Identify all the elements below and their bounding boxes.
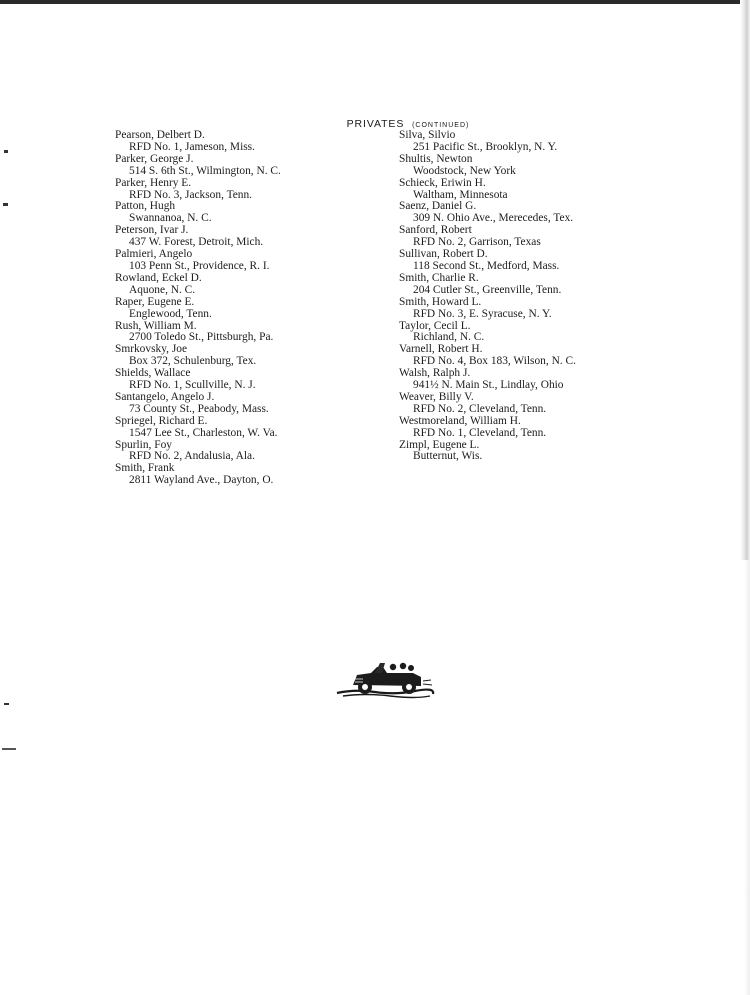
top-border (0, 0, 750, 4)
soldier-address: RFD No. 2, Andalusia, Ala. (129, 450, 255, 463)
roster-entry (115, 225, 281, 249)
soldier-address: Butternut, Wis. (413, 450, 483, 463)
soldier-address: Woodstock, New York (413, 164, 516, 177)
soldier-name: Saenz, Daniel G. (399, 200, 477, 213)
soldier-name: Rush, William M. (115, 319, 197, 332)
soldier-name: Smith, Frank (115, 462, 175, 475)
heading-subtitle: (CONTINUED) (412, 122, 470, 129)
soldier-name: Shields, Wallace (115, 367, 191, 380)
roster-entry (399, 154, 576, 178)
soldier-address: RFD No. 3, Jackson, Tenn. (129, 188, 253, 201)
soldier-name: Spriegel, Richard E. (115, 414, 208, 427)
soldier-address: 103 Penn St., Providence, R. I. (129, 259, 270, 272)
roster-entry (115, 249, 281, 273)
soldier-name: Weaver, Billy V. (399, 390, 474, 403)
scan-speck (4, 150, 8, 153)
soldier-address: 941½ N. Main St., Lindlay, Ohio (413, 379, 564, 392)
soldier-address: Swannanoa, N. C. (129, 212, 212, 225)
soldier-name: Shultis, Newton (399, 152, 473, 165)
soldier-name: Peterson, Ivar J. (115, 224, 189, 237)
soldier-name: Sullivan, Robert D. (399, 248, 488, 261)
roster-entry (115, 178, 281, 202)
soldier-address: 1547 Lee St., Charleston, W. Va. (129, 426, 278, 439)
soldier-name: Smrkovsky, Joe (115, 343, 188, 356)
soldier-name: Parker, Henry E. (115, 176, 192, 189)
soldier-name: Raper, Eugene E. (115, 295, 195, 308)
soldier-address: 73 County St., Peabody, Mass. (129, 402, 269, 415)
soldier-name: Zimpl, Eugene L. (399, 438, 480, 451)
scan-speck (2, 748, 16, 750)
soldier-address: RFD No. 4, Box 183, Wilson, N. C. (413, 355, 576, 368)
soldier-name: Varnell, Robert H. (399, 343, 483, 356)
left-roster-column (115, 130, 281, 487)
soldier-address: Aquone, N. C. (129, 283, 196, 296)
roster-entry (115, 368, 281, 392)
soldier-address: Waltham, Minnesota (413, 188, 508, 201)
right-roster-column (399, 130, 576, 463)
soldier-address: Englewood, Tenn. (129, 307, 212, 320)
soldier-name: Walsh, Ralph J. (399, 367, 471, 380)
roster-entry (399, 297, 576, 321)
soldier-address: RFD No. 3, E. Syracuse, N. Y. (413, 307, 552, 320)
scan-speck (4, 703, 9, 705)
roster-entry (399, 130, 576, 154)
heading-title: PRIVATES (346, 118, 405, 130)
soldier-name: Spurlin, Foy (115, 438, 172, 451)
soldier-address: 251 Pacific St., Brooklyn, N. Y. (413, 140, 558, 153)
roster-entry (115, 440, 281, 464)
soldier-name: Sanford, Robert (399, 224, 472, 237)
soldier-address: 514 S. 6th St., Wilmington, N. C. (129, 164, 281, 177)
roster-entry (399, 368, 576, 392)
jeep-illustration-icon (335, 655, 435, 701)
roster-entry (115, 201, 281, 225)
soldier-address: 204 Cutler St., Greenville, Tenn. (413, 283, 562, 296)
soldier-address: RFD No. 2, Cleveland, Tenn. (413, 402, 547, 415)
roster-entry (399, 249, 576, 273)
soldier-address: 309 N. Ohio Ave., Merecedes, Tex. (413, 212, 574, 225)
soldier-address: 2811 Wayland Ave., Dayton, O. (129, 474, 274, 487)
roster-entry (115, 392, 281, 416)
roster-entry (399, 416, 576, 440)
soldier-address: RFD No. 2, Garrison, Texas (413, 236, 541, 249)
soldier-name: Schieck, Eriwin H. (399, 176, 486, 189)
scan-speck (3, 203, 8, 206)
soldier-address: 118 Second St., Medford, Mass. (413, 259, 560, 272)
roster-entry (399, 178, 576, 202)
section-heading (0, 118, 750, 130)
roster-entry (115, 273, 281, 297)
soldier-name: Patton, Hugh (115, 200, 176, 213)
soldier-name: Rowland, Eckel D. (115, 271, 202, 284)
soldier-name: Smith, Howard L. (399, 295, 482, 308)
page-edge-shadow-lower (744, 560, 750, 995)
roster-entry (115, 344, 281, 368)
roster-entry (399, 392, 576, 416)
roster-entry (115, 463, 281, 487)
roster-entry (115, 297, 281, 321)
soldier-name: Santangelo, Angelo J. (115, 390, 215, 403)
soldier-name: Westmoreland, William H. (399, 414, 521, 427)
roster-entry (399, 344, 576, 368)
soldier-address: RFD No. 1, Scullville, N. J. (129, 379, 256, 392)
soldier-name: Smith, Charlie R. (399, 271, 479, 284)
soldier-address: Richland, N. C. (413, 331, 485, 344)
roster-entry (399, 273, 576, 297)
soldier-name: Taylor, Cecil L. (399, 319, 471, 332)
soldier-name: Silva, Silvio (399, 129, 456, 141)
page-edge-shadow (740, 0, 750, 560)
soldier-address: 437 W. Forest, Detroit, Mich. (129, 236, 264, 249)
soldier-name: Palmieri, Angelo (115, 248, 193, 261)
soldier-address: Box 372, Schulenburg, Tex. (129, 355, 257, 368)
soldier-address: RFD No. 1, Jameson, Miss. (129, 140, 255, 153)
soldier-address: RFD No. 1, Cleveland, Tenn. (413, 426, 547, 439)
roster-entry (115, 154, 281, 178)
soldier-name: Pearson, Delbert D. (115, 129, 205, 141)
roster-entry (115, 416, 281, 440)
roster-entry (399, 201, 576, 225)
roster-entry (115, 130, 281, 154)
soldier-address: 2700 Toledo St., Pittsburgh, Pa. (129, 331, 274, 344)
roster-entry (399, 225, 576, 249)
soldier-name: Parker, George J. (115, 152, 194, 165)
roster-entry (399, 321, 576, 345)
roster-entry (399, 440, 576, 464)
roster-entry (115, 321, 281, 345)
